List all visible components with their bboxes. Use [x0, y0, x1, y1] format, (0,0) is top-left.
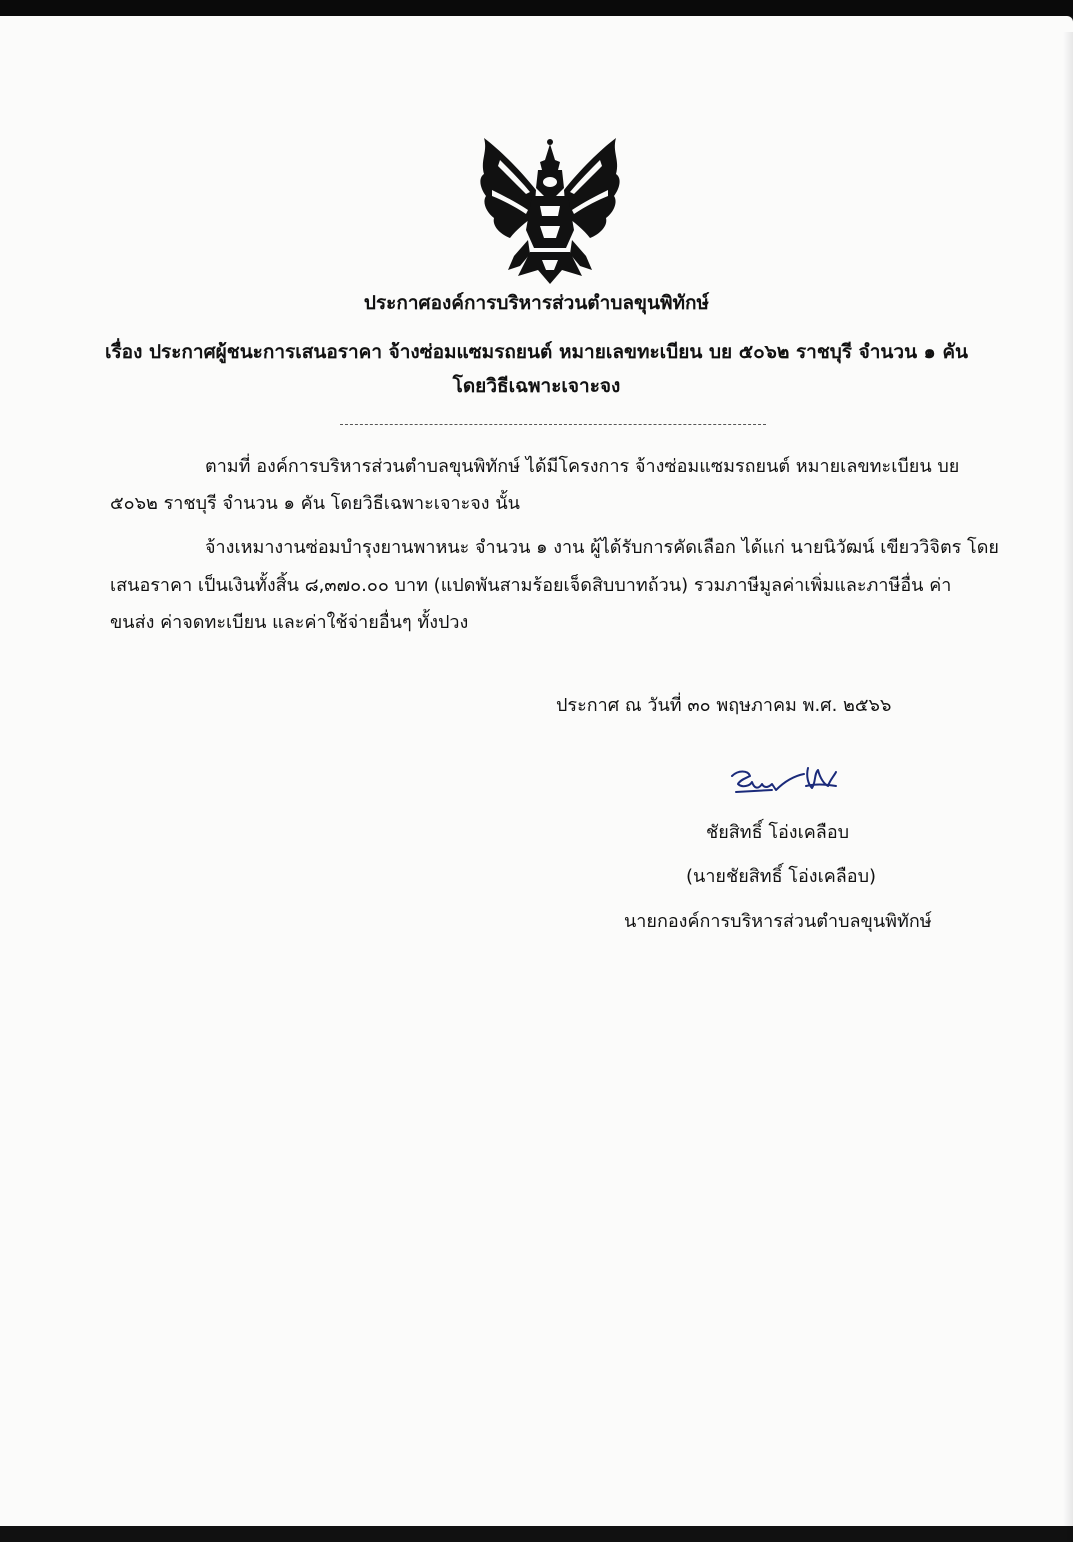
document-subject-method: โดยวิธีเฉพาะเจาะจง: [452, 375, 621, 397]
paragraph-2-line-2: เสนอราคา เป็นเงินทั้งสิ้น ๘,๓๗๐.๐๐ บาท (แปดพันสามร้อยเจ็ดสิบบาทถ้วน) รวมภาษีมูลค่าเพิ่มและภาษีอื่น ค่า: [110, 575, 952, 596]
header-divider: [340, 424, 766, 425]
paragraph-1-line-1: ตามที่ องค์การบริหารส่วนตำบลขุนพิทักษ์ ได้มีโครงการ จ้างซ่อมแซมรถยนต์ หมายเลขทะเบียน บย: [205, 456, 960, 477]
paragraph-2-line-3: ขนส่ง ค่าจดทะเบียน และค่าใช้จ่ายอื่นๆ ทั้งปวง: [110, 612, 469, 633]
announcement-date: ประกาศ ณ วันที่ ๓๐ พฤษภาคม พ.ศ. ๒๕๖๖: [556, 695, 892, 716]
signer-name: ชัยสิทธิ์ โอ่งเคลือบ: [706, 822, 850, 843]
signer-full-name: (นายชัยสิทธิ์ โอ่งเคลือบ): [686, 866, 877, 887]
handwritten-signature: [728, 762, 840, 804]
paragraph-2-line-1: จ้างเหมางานซ่อมบำรุงยานพาหนะ จำนวน ๑ งาน ผู้ได้รับการคัดเลือก ได้แก่ นายนิวัฒน์ เขียววิจิตร โดย: [205, 537, 999, 558]
top-dark-border: [0, 0, 1073, 16]
document-subject: เรื่อง ประกาศผู้ชนะการเสนอราคา จ้างซ่อมแซมรถยนต์ หมายเลขทะเบียน บย ๕๐๖๒ ราชบุรี จำนวน ๑ คัน: [104, 341, 969, 363]
signer-position: นายกองค์การบริหารส่วนตำบลขุนพิทักษ์: [624, 911, 932, 932]
page-edge-shadow: [1063, 32, 1073, 1542]
garuda-emblem-icon: [470, 130, 630, 288]
document-title: ประกาศองค์การบริหารส่วนตำบลขุนพิทักษ์: [363, 292, 710, 314]
paragraph-1-line-2: ๕๐๖๒ ราชบุรี จำนวน ๑ คัน โดยวิธีเฉพาะเจาะจง นั้น: [110, 493, 520, 514]
